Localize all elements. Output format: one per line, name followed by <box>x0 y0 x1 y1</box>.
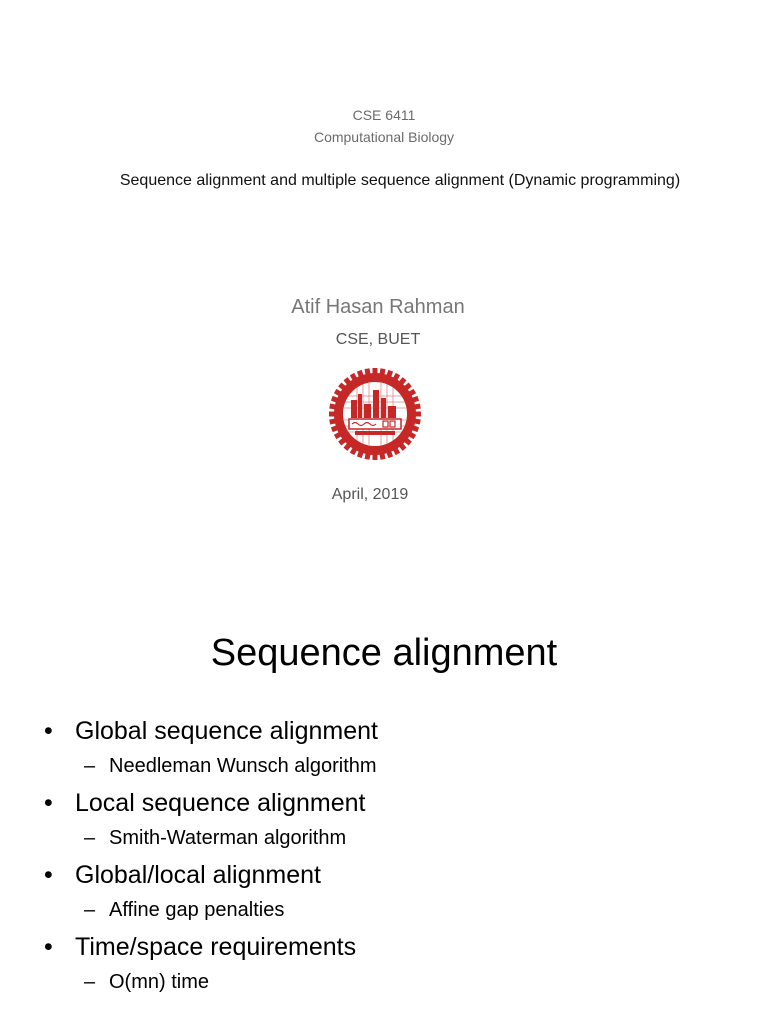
sub-list-item <box>44 969 744 995</box>
sub-bullet-label: Needleman Wunsch algorithm <box>109 755 377 777</box>
buet-logo <box>327 366 423 462</box>
dash-icon: – <box>84 971 96 993</box>
presentation-date: April, 2019 <box>331 486 409 503</box>
sub-list-item <box>44 753 744 779</box>
list-item <box>44 788 744 818</box>
sub-bullet-label: Smith-Waterman algorithm <box>109 827 347 849</box>
sub-bullet-label: Affine gap penalties <box>109 899 285 921</box>
sub-bullet-label: O(mn) time <box>109 971 209 993</box>
bullet-dot-icon: • <box>44 789 53 817</box>
author-name: Atif Hasan Rahman <box>291 296 465 318</box>
list-item <box>44 860 744 890</box>
list-item <box>44 716 744 746</box>
dash-icon: – <box>84 827 96 849</box>
author-affiliation: CSE, BUET <box>335 331 421 348</box>
bullet-dot-icon: • <box>44 933 53 961</box>
list-item <box>44 932 744 962</box>
bullet-label: Global sequence alignment <box>75 717 378 745</box>
course-name: Computational Biology <box>313 129 455 145</box>
sub-list-item <box>44 825 744 851</box>
buet-gear-seal-icon <box>327 366 423 462</box>
lecture-subtitle: Sequence alignment and multiple sequence alignment (Dynamic programming) <box>119 172 681 189</box>
sub-list-item <box>44 897 744 923</box>
dash-icon: – <box>84 899 96 921</box>
course-code: CSE 6411 <box>352 107 416 123</box>
bullet-dot-icon: • <box>44 861 53 889</box>
dash-icon: – <box>84 755 96 777</box>
bullet-label: Global/local alignment <box>75 861 321 889</box>
bullet-label: Time/space requirements <box>75 933 357 961</box>
bullet-label: Local sequence alignment <box>75 789 366 817</box>
bullet-list <box>44 716 744 995</box>
bullet-dot-icon: • <box>44 717 53 745</box>
content-slide <box>0 590 768 1024</box>
slide-title: Sequence alignment <box>210 632 558 674</box>
